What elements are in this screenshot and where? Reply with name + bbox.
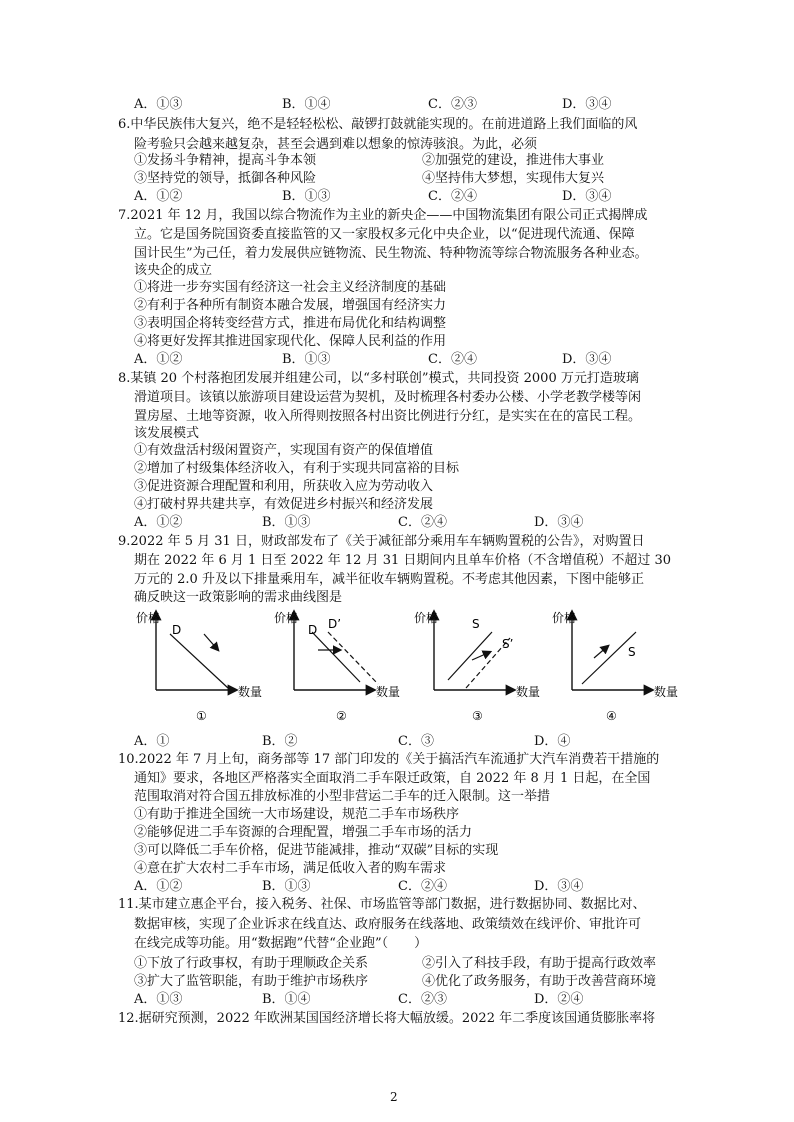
new-demand-curve <box>328 632 378 684</box>
graph-4 <box>552 602 702 722</box>
q10-stem-line: 10.2022 年 7 月上旬，商务部等 17 部门印发的《关于搞活汽车流通扩大汽车消费若干措施的 <box>118 752 660 767</box>
q12-stem-line: 12.据研究预测，2022 年欧洲某国国经济增长将大幅放缓。2022 年二季度该国通货膨胀率将 <box>118 1011 656 1026</box>
quantity-label: 数量 <box>376 685 401 699</box>
q8-stem-line: 置房屋、土地等资源，收入所得则按照各村出资比例进行分红，是实实在在的富民工程。 <box>134 409 642 424</box>
q10-option-a: A．①② <box>134 879 183 894</box>
q7-stem-line: 7.2021 年 12 月，我国以综合物流作为主业的新央企——中国物流集团有限公司正式揭牌成 <box>118 208 648 223</box>
demand-label: D <box>308 623 318 637</box>
demand-curve <box>170 634 228 688</box>
q7-option-c: C．②④ <box>428 352 477 367</box>
q8-statement: ③促进资源合理配置和利用，所获收入应为劳动收入 <box>134 479 434 494</box>
q10-stem-line: 通知》要求，各地区严格落实全面取消二手车限迁政策，自 2022 年 8 月 1 日起，在全国 <box>134 771 651 786</box>
q7-statement: ②有利于各种所有制资本融合发展，增强国有经济实力 <box>134 298 447 313</box>
q8-stem-line: 滑道项目。该镇以旅游项目建设运营为契机，及时梳理各村委办公楼、小学老教学楼等闲 <box>134 390 642 405</box>
supply-label: S <box>628 645 636 659</box>
q6-stem-line: 险考验只会越来越复杂，甚至会遇到难以想象的惊涛骇浪。为此，必须 <box>134 137 538 152</box>
q7-option-b: B．①③ <box>282 352 331 367</box>
q8-option-d: D．③④ <box>534 515 584 530</box>
q9-stem-line: 9.2022 年 5 月 31 日，财政部发布了《关于减征部分乘用车车辆购置税的公告》，对购置日 <box>118 534 645 549</box>
q8-option-b: B．①③ <box>262 515 311 530</box>
q7-option-a: A．①② <box>134 352 183 367</box>
q6-option-a: A．①② <box>134 189 183 204</box>
q5-option-d: D．③④ <box>562 97 612 112</box>
q8-stem-line: 8.某镇 20 个村落抱团发展并组建公司，以“多村联创”模式，共同投资 2000 万元打造玻璃 <box>118 371 639 386</box>
q9-stem-line: 确反映这一政策影响的需求曲线图是 <box>134 590 343 605</box>
q11-statement: ④优化了政务服务，有助于改善营商环境 <box>422 974 657 989</box>
q9-stem-line: 期在 2022 年 6 月 1 日至 2022 年 12 月 31 日期间内且单车价格（不含增值税）不超过 30 <box>134 553 672 568</box>
price-label: 价格 <box>136 611 161 625</box>
q10-option-c: C．②④ <box>398 879 447 894</box>
q6-statement: ③坚持党的领导，抵御各种风险 <box>134 171 317 186</box>
q11-statement: ①下放了行政事权，有助于理顺政企关系 <box>134 956 369 971</box>
q6-stem-line: 6.中华民族伟大复兴，绝不是轻轻松松、敲锣打鼓就能实现的。在前进道路上我们面临的风 <box>118 117 638 132</box>
q6-statement: ①发扬斗争精神，提高斗争本领 <box>134 153 317 168</box>
q7-stem-line: 立。它是国务院国资委直接监管的又一家股权多元化中央企业，以“促进现代流通、保障 <box>134 227 635 242</box>
supply-label: S <box>472 617 480 631</box>
quantity-label: 数量 <box>516 685 541 699</box>
new-supply-label: S’ <box>502 637 514 651</box>
q9-stem-line: 万元的 2.0 升及以下排量乘用车，减半征收车辆购置税。不考虑其他因素，下图中能够正 <box>134 572 644 587</box>
q7-stem-line: 国计民生”为己任，着力发展供应链物流、民生物流、特种物流等综合物流服务各种业态。 <box>134 246 648 261</box>
q7-stem-line: 该央企的成立 <box>134 263 213 278</box>
q5-option-a: A．①③ <box>134 97 183 112</box>
q11-option-d: D．②④ <box>534 992 584 1007</box>
shift-arrow <box>594 646 608 658</box>
q9-option-a: A．① <box>134 734 170 749</box>
q8-statement: ②增加了村级集体经济收入，有利于实现共同富裕的目标 <box>134 461 460 476</box>
q6-statement: ④坚持伟大梦想，实现伟大复兴 <box>422 171 605 186</box>
graph-3 <box>414 602 554 722</box>
price-label: 价格 <box>552 611 577 625</box>
graph-1 <box>136 602 276 722</box>
q7-statement: ①将进一步夯实国有经济这一社会主义经济制度的基础 <box>134 280 447 295</box>
q6-statement: ②加强党的建设，推进伟大事业 <box>422 153 605 168</box>
q10-statement: ③可以降低二手车价格，促进节能减排，推动“双碳”目标的实现 <box>134 843 499 858</box>
supply-curve <box>448 632 492 680</box>
q11-stem-line: 在线完成等功能。用“数据跑”代替“企业跑”（ ） <box>134 936 428 951</box>
q9-option-d: D．④ <box>534 734 571 749</box>
graph-2 <box>274 602 414 722</box>
q11-option-b: B．①④ <box>262 992 311 1007</box>
shift-arrow <box>204 634 218 650</box>
q11-option-c: C．②③ <box>398 992 447 1007</box>
q10-statement: ②能够促进二手车资源的合理配置，增强二手车市场的活力 <box>134 825 473 840</box>
quantity-label: 数量 <box>238 685 263 699</box>
q5-option-c: C．②③ <box>428 97 477 112</box>
q8-option-c: C．②④ <box>398 515 447 530</box>
q11-statement: ②引入了科技手段，有助于提高行政效率 <box>422 956 657 971</box>
q10-option-b: B．①③ <box>262 879 311 894</box>
q9-option-c: C．③ <box>398 734 434 749</box>
q7-option-d: D．③④ <box>562 352 612 367</box>
q11-stem-line: 11.某市建立惠企平台，接入税务、社保、市场监管等部门数据，进行数据协同、数据比对、 <box>118 897 646 912</box>
q10-option-d: D．③④ <box>534 879 584 894</box>
q10-statement: ①有助于推进全国统一大市场建设，规范二手车市场秩序 <box>134 807 460 822</box>
q8-stem-line: 该发展模式 <box>134 426 200 441</box>
graph-number: ② <box>336 709 347 722</box>
demand-label: D <box>172 623 182 637</box>
q6-option-d: D．③④ <box>562 189 612 204</box>
q6-option-b: B．①③ <box>282 189 331 204</box>
graph-number: ③ <box>472 709 483 722</box>
quantity-label: 数量 <box>654 685 679 699</box>
q11-statement: ③扩大了监管职能，有助于维护市场秩序 <box>134 974 369 989</box>
price-label: 价格 <box>414 611 439 625</box>
q8-statement: ①有效盘活村级闲置资产，实现国有资产的保值增值 <box>134 443 434 458</box>
shift-arrow <box>472 652 490 660</box>
q6-option-c: C．②④ <box>428 189 477 204</box>
q8-statement: ④打破村界共建共享，有效促进乡村振兴和经济发展 <box>134 497 434 512</box>
page-number: 2 <box>390 1090 398 1104</box>
q7-statement: ③表明国企将转变经营方式，推进布局优化和结构调整 <box>134 316 447 331</box>
q5-option-b: B．①④ <box>282 97 331 112</box>
q11-option-a: A．①③ <box>134 992 183 1007</box>
q8-option-a: A．①② <box>134 515 183 530</box>
new-demand-label: D’ <box>328 617 342 631</box>
graph-number: ① <box>196 709 207 722</box>
graph-number: ④ <box>606 709 617 722</box>
q9-option-b: B．② <box>262 734 298 749</box>
q10-statement: ④意在扩大农村二手车市场，满足低收入者的购车需求 <box>134 861 447 876</box>
q10-stem-line: 范围取消对符合国五排放标准的小型非营运二手车的迁入限制。这一举措 <box>134 789 551 804</box>
q11-stem-line: 数据审核，实现了企业诉求在线直达、政府服务在线落地、政策绩效在线评价、审批许可 <box>134 917 642 932</box>
q7-statement: ④将更好发挥其推进国家现代化、保障人民利益的作用 <box>134 334 447 349</box>
price-label: 价格 <box>274 611 299 625</box>
